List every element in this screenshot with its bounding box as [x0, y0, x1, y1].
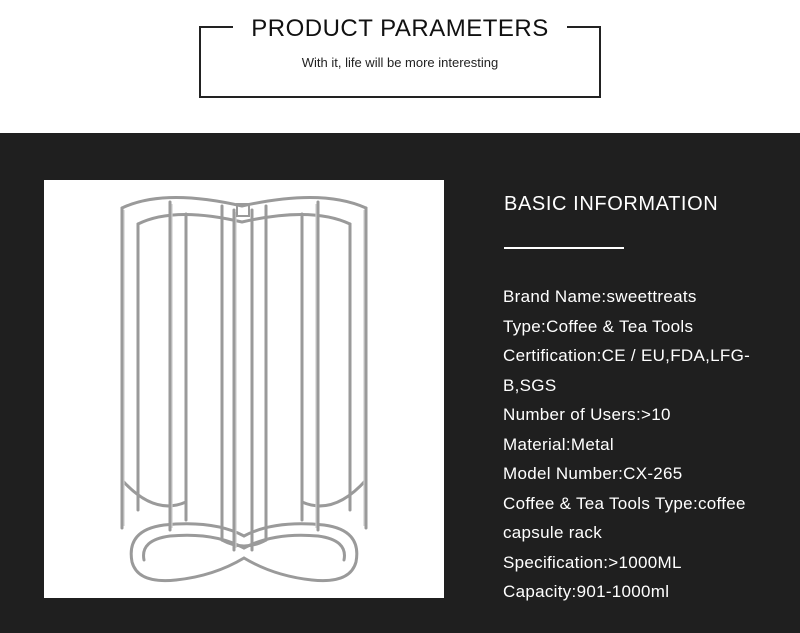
spec-list — [503, 282, 795, 607]
spec-certification: Certification:CE / EU,FDA,LFG-B,SGS — [503, 346, 751, 395]
basic-info-title: BASIC INFORMATION — [504, 193, 719, 215]
spec-tools-type: Coffee & Tea Tools Type:coffee capsule rack — [503, 493, 746, 542]
page-subtitle: With it, life will be more interesting — [301, 55, 499, 70]
title-underline — [504, 247, 624, 249]
spec-capacity: Capacity:901-1000ml — [503, 582, 670, 601]
spec-type: Type:Coffee & Tea Tools — [503, 316, 694, 336]
spec-specification: Specification:>1000ML — [503, 552, 682, 572]
spec-brand-name: Brand Name:sweettreats — [503, 287, 697, 306]
spec-model-number: Model Number:CX-265 — [503, 464, 683, 483]
coffee-capsule-rack-illustration — [44, 180, 444, 598]
spec-number-of-users: Number of Users:>10 — [503, 405, 671, 424]
product-image — [44, 180, 444, 598]
spec-material: Material:Metal — [503, 434, 614, 454]
page-title: PRODUCT PARAMETERS — [251, 15, 549, 42]
